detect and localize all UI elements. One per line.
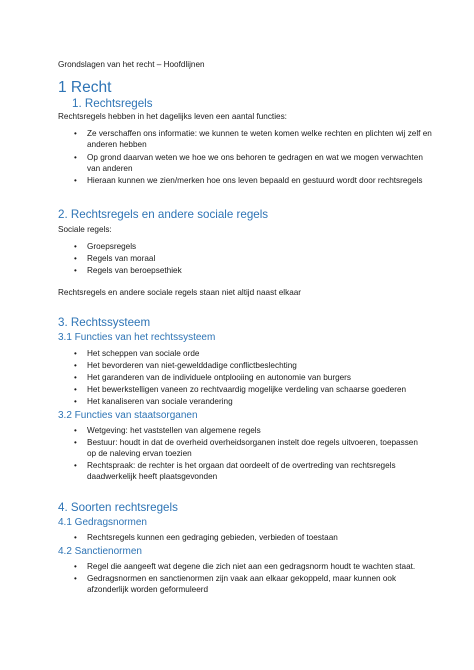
heading-rechtssysteem: 3. Rechtssysteem <box>58 316 151 329</box>
paragraph-niet-naast-elkaar: Rechtsregels en andere sociale regels staan niet altijd naast elkaar <box>58 288 302 297</box>
list-item: Ze verschaffen ons informatie: we kunnen te weten komen welke rechten en plichten wij zelf en anderen hebben <box>87 129 432 150</box>
bullet-marker: • <box>74 361 77 370</box>
list-item: Wetgeving: het vaststellen van algemene regels <box>87 426 261 435</box>
list-item: Gedragsnormen en sanctienormen zijn vaak aan elkaar gekoppeld, maar kunnen ook afzonderlijk worden geformuleerd <box>87 574 397 595</box>
list-item: Het bevorderen van niet-gewelddadige conflictbeslechting <box>87 361 297 370</box>
paragraph-sociale-regels: Sociale regels: <box>58 225 112 234</box>
document-title: Grondslagen van het recht – Hoofdlijnen <box>58 60 205 69</box>
list-item: Regels van beroepsethiek <box>87 266 182 275</box>
bullet-marker: • <box>74 438 77 447</box>
heading-rechtsregels-sociale-regels: 2. Rechtsregels en andere sociale regels <box>58 208 269 221</box>
list-item: Bestuur: houdt in dat de overheid overheidsorganen instelt doe regels uitvoeren, toepassen op de naleving ervan toezien <box>87 438 418 459</box>
list-item: Hieraan kunnen we zien/merken hoe ons leven bepaald en gestuurd wordt door rechtsregels <box>87 176 423 185</box>
list-item: Rechtsregels kunnen een gedraging gebieden, verbieden of toestaan <box>87 533 338 542</box>
bullet-marker: • <box>74 574 77 583</box>
list-item: Het scheppen van sociale orde <box>87 349 200 358</box>
heading-functies-rechtssysteem: 3.1 Functies van het rechtssysteem <box>58 332 216 343</box>
list-item: Het bewerkstelligen vaneen zo rechtvaardig mogelijke verdeling van schaarse goederen <box>87 385 407 394</box>
list-item: Op grond daarvan weten we hoe we ons behoren te gedragen en wat we mogen verwachten van anderen <box>87 153 423 174</box>
bullet-marker: • <box>74 397 77 406</box>
list-item: Regels van moraal <box>87 254 156 263</box>
heading-rechtsregels: 1. Rechtsregels <box>72 97 153 110</box>
heading-gedragsnormen: 4.1 Gedragsnormen <box>58 517 147 528</box>
list-item: Het garanderen van de individuele ontplooiing en autonomie van burgers <box>87 373 352 382</box>
list-item: Rechtspraak: de rechter is het orgaan dat oordeelt of de overtreding van rechtsregels daadwerkelijk heeft plaatsgevonden <box>87 461 396 482</box>
bullet-marker: • <box>74 254 77 263</box>
list-item: Regel die aangeeft wat degene die zich niet aan een gedragsnorm houdt te wachten staat. <box>87 562 416 571</box>
list-item: Groepsregels <box>87 242 137 251</box>
list-item: Het kanaliseren van sociale verandering <box>87 397 233 406</box>
bullet-marker: • <box>74 349 77 358</box>
heading-sanctienormen: 4.2 Sanctienormen <box>58 546 142 557</box>
bullet-marker: • <box>74 153 77 162</box>
bullet-marker: • <box>74 176 77 185</box>
bullet-marker: • <box>74 373 77 382</box>
heading-soorten-rechtsregels: 4. Soorten rechtsregels <box>58 501 178 514</box>
heading-1-recht: 1 Recht <box>58 79 112 96</box>
bullet-marker: • <box>74 533 77 542</box>
heading-functies-staatsorganen: 3.2 Functies van staatsorganen <box>58 410 198 421</box>
bullet-marker: • <box>74 461 77 470</box>
bullet-marker: • <box>74 266 77 275</box>
bullet-marker: • <box>74 129 77 138</box>
paragraph-intro-functies: Rechtsregels hebben in het dagelijks leven een aantal functies: <box>58 112 287 121</box>
bullet-marker: • <box>74 562 77 571</box>
bullet-marker: • <box>74 426 77 435</box>
bullet-marker: • <box>74 385 77 394</box>
bullet-marker: • <box>74 242 77 251</box>
